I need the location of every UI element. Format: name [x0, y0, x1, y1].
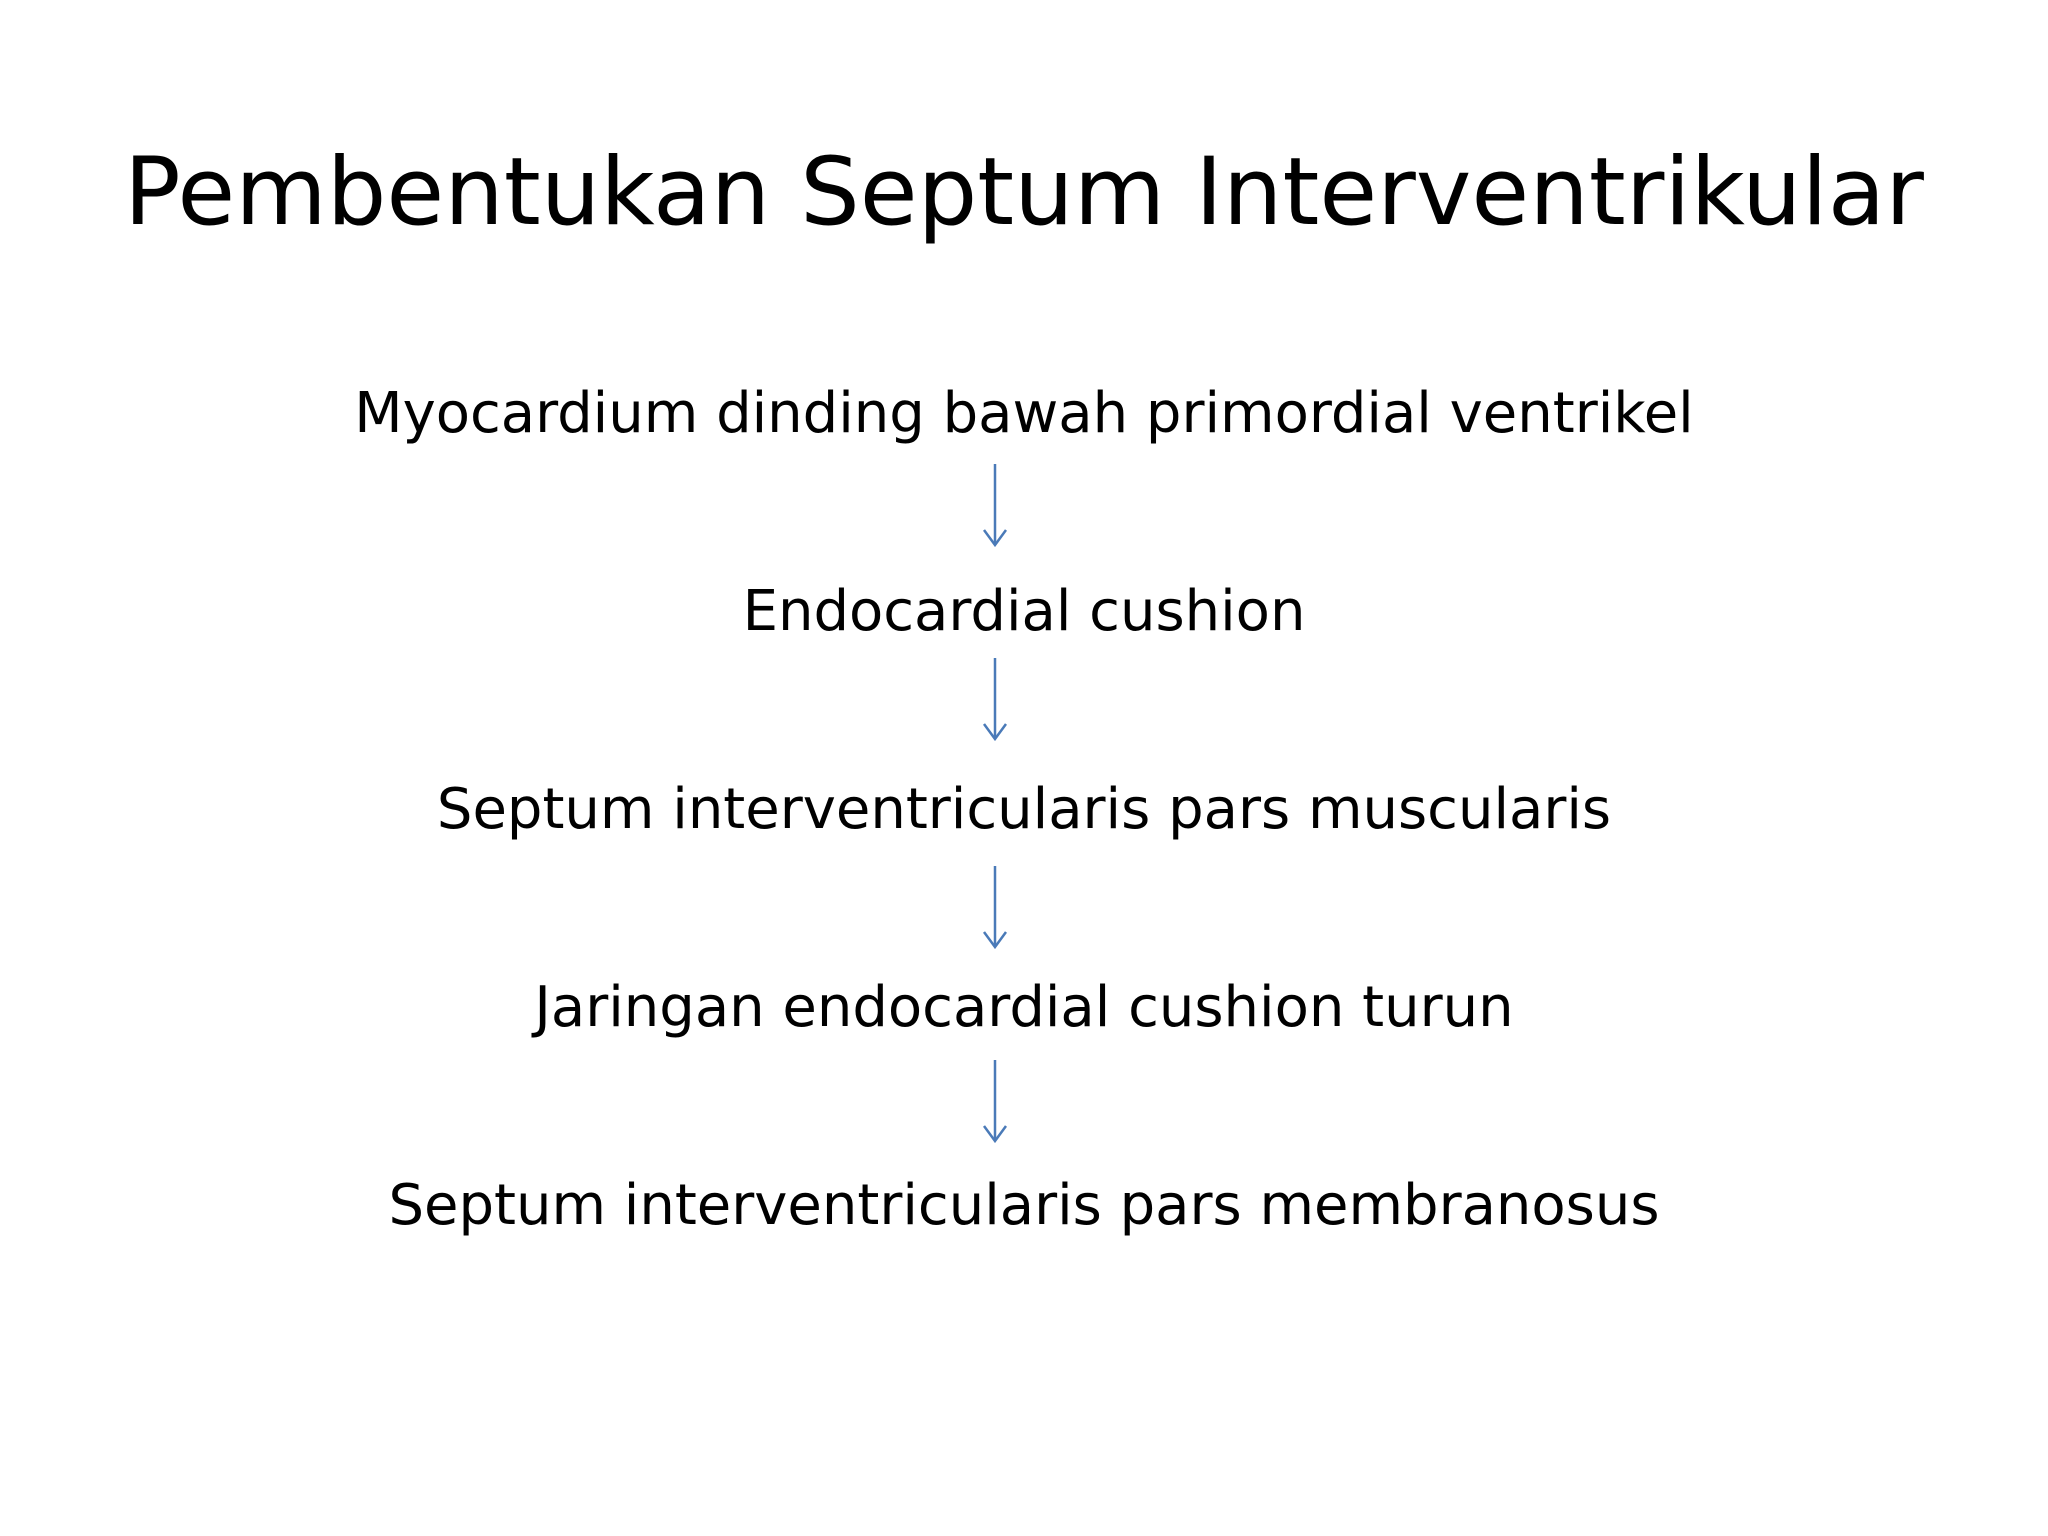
- step-pars-membranosus: Septum interventricularis pars membranosus: [388, 1173, 1660, 1238]
- step-myocardium: Myocardium dinding bawah primordial ventrikel: [354, 381, 1694, 446]
- arrow-down-icon: [979, 464, 1011, 548]
- slide-title: Pembentukan Septum Interventrikular: [124, 138, 1924, 247]
- arrow-down-icon: [979, 866, 1011, 950]
- step-endocardial-cushion: Endocardial cushion: [742, 579, 1306, 644]
- step-pars-muscularis: Septum interventricularis pars muscularis: [436, 777, 1612, 842]
- step-cushion-turun: Jaringan endocardial cushion turun: [534, 975, 1514, 1040]
- arrow-down-icon: [979, 1060, 1011, 1144]
- arrow-down-icon: [979, 658, 1011, 742]
